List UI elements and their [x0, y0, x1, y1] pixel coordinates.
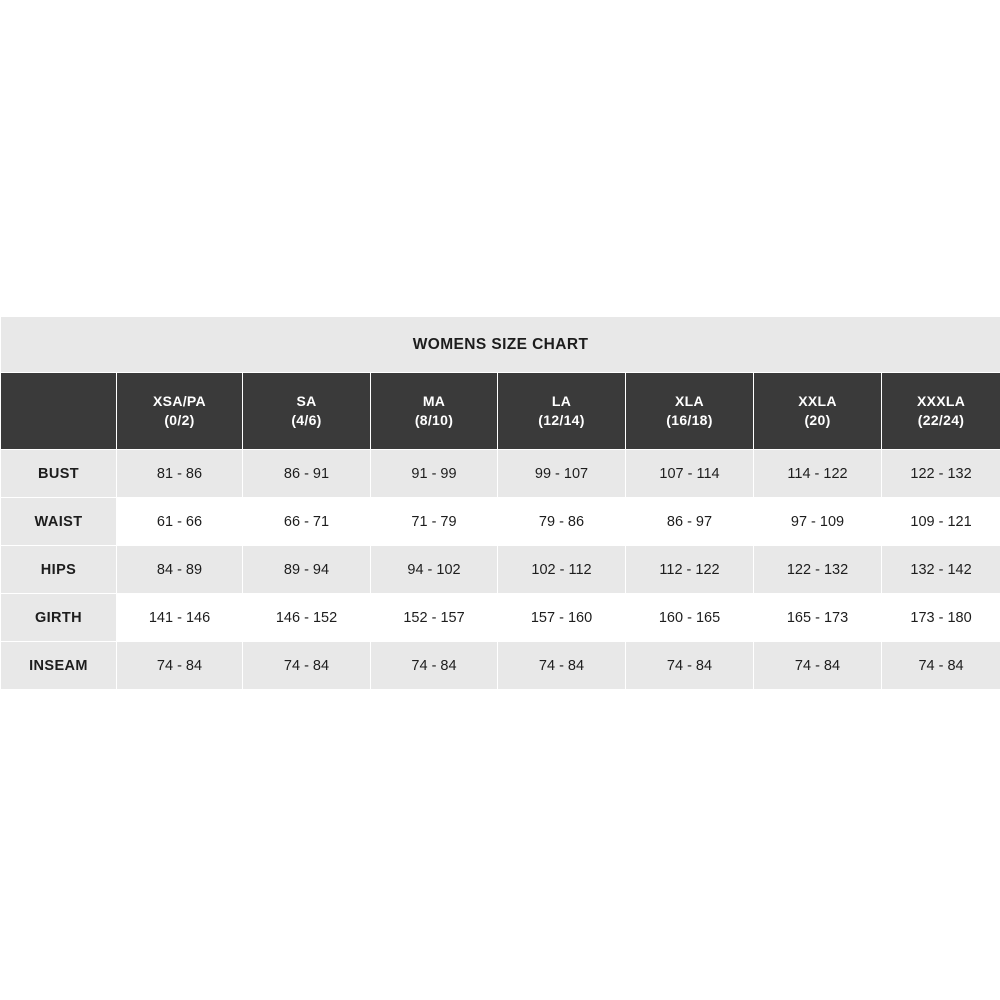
column-header-label: XXLA [798, 393, 837, 410]
table-row [1, 594, 1000, 642]
cell-waist-sa: 66 - 71 [243, 498, 371, 546]
cell-girth-la: 157 - 160 [498, 594, 626, 642]
cell-hips-xxxla: 132 - 142 [882, 546, 1000, 594]
cell-waist-xsa-pa: 61 - 66 [117, 498, 243, 546]
cell-bust-xsa-pa: 81 - 86 [117, 450, 243, 498]
table-row [1, 642, 1000, 690]
cell-bust-xla: 107 - 114 [626, 450, 754, 498]
cell-bust-xxla: 114 - 122 [754, 450, 882, 498]
column-header-la [498, 373, 626, 450]
row-label-hips: HIPS [1, 546, 117, 594]
column-header-sublabel: (0/2) [164, 412, 195, 428]
cell-girth-sa: 146 - 152 [243, 594, 371, 642]
column-header-xsa-pa [117, 373, 243, 450]
column-header-xxla [754, 373, 882, 450]
column-header-label: MA [422, 393, 446, 410]
cell-hips-la: 102 - 112 [498, 546, 626, 594]
column-header-sublabel: (22/24) [917, 412, 965, 428]
cell-inseam-xxxla: 74 - 84 [882, 642, 1000, 690]
cell-inseam-ma: 74 - 84 [371, 642, 498, 690]
cell-inseam-sa: 74 - 84 [243, 642, 371, 690]
cell-girth-xxla: 165 - 173 [754, 594, 882, 642]
table-row [1, 546, 1000, 594]
cell-hips-sa: 89 - 94 [243, 546, 371, 594]
column-header-sublabel: (8/10) [414, 412, 454, 428]
column-header-sublabel: (12/14) [538, 412, 585, 428]
row-label-bust: BUST [1, 450, 117, 498]
cell-girth-xla: 160 - 165 [626, 594, 754, 642]
table-header-row [1, 373, 1000, 450]
column-header-sublabel: (4/6) [291, 412, 322, 428]
cell-bust-la: 99 - 107 [498, 450, 626, 498]
cell-inseam-xla: 74 - 84 [626, 642, 754, 690]
column-header-label: SA [296, 393, 317, 410]
column-header-ma [371, 373, 498, 450]
cell-inseam-xxla: 74 - 84 [754, 642, 882, 690]
chart-title-row [1, 317, 1000, 373]
cell-hips-xla: 112 - 122 [626, 546, 754, 594]
column-header-label: XXXLA [916, 393, 966, 410]
cell-hips-ma: 94 - 102 [371, 546, 498, 594]
column-header-xxxla [882, 373, 1000, 450]
cell-waist-ma: 71 - 79 [371, 498, 498, 546]
header-corner-cell [1, 373, 117, 450]
cell-girth-xsa-pa: 141 - 146 [117, 594, 243, 642]
row-label-waist: WAIST [1, 498, 117, 546]
cell-inseam-xsa-pa: 74 - 84 [117, 642, 243, 690]
cell-hips-xsa-pa: 84 - 89 [117, 546, 243, 594]
cell-bust-ma: 91 - 99 [371, 450, 498, 498]
page-title: WOMENS SIZE CHART [1, 317, 1000, 373]
table-row [1, 498, 1000, 546]
cell-waist-xla: 86 - 97 [626, 498, 754, 546]
cell-bust-sa: 86 - 91 [243, 450, 371, 498]
cell-girth-xxxla: 173 - 180 [882, 594, 1000, 642]
column-header-label: LA [551, 393, 572, 410]
cell-inseam-la: 74 - 84 [498, 642, 626, 690]
cell-girth-ma: 152 - 157 [371, 594, 498, 642]
table-row [1, 450, 1000, 498]
column-header-xla [626, 373, 754, 450]
cell-waist-la: 79 - 86 [498, 498, 626, 546]
column-header-sa [243, 373, 371, 450]
cell-hips-xxla: 122 - 132 [754, 546, 882, 594]
cell-bust-xxxla: 122 - 132 [882, 450, 1000, 498]
column-header-label: XLA [675, 393, 704, 410]
column-header-sublabel: (16/18) [666, 412, 713, 428]
row-label-girth: GIRTH [1, 594, 117, 642]
cell-waist-xxxla: 109 - 121 [882, 498, 1000, 546]
row-label-inseam: INSEAM [1, 642, 117, 690]
cell-waist-xxla: 97 - 109 [754, 498, 882, 546]
column-header-label: XSA/PA [153, 393, 206, 410]
column-header-sublabel: (20) [804, 412, 831, 428]
size-chart-container [0, 316, 1000, 690]
womens-size-chart-table [0, 316, 1000, 690]
